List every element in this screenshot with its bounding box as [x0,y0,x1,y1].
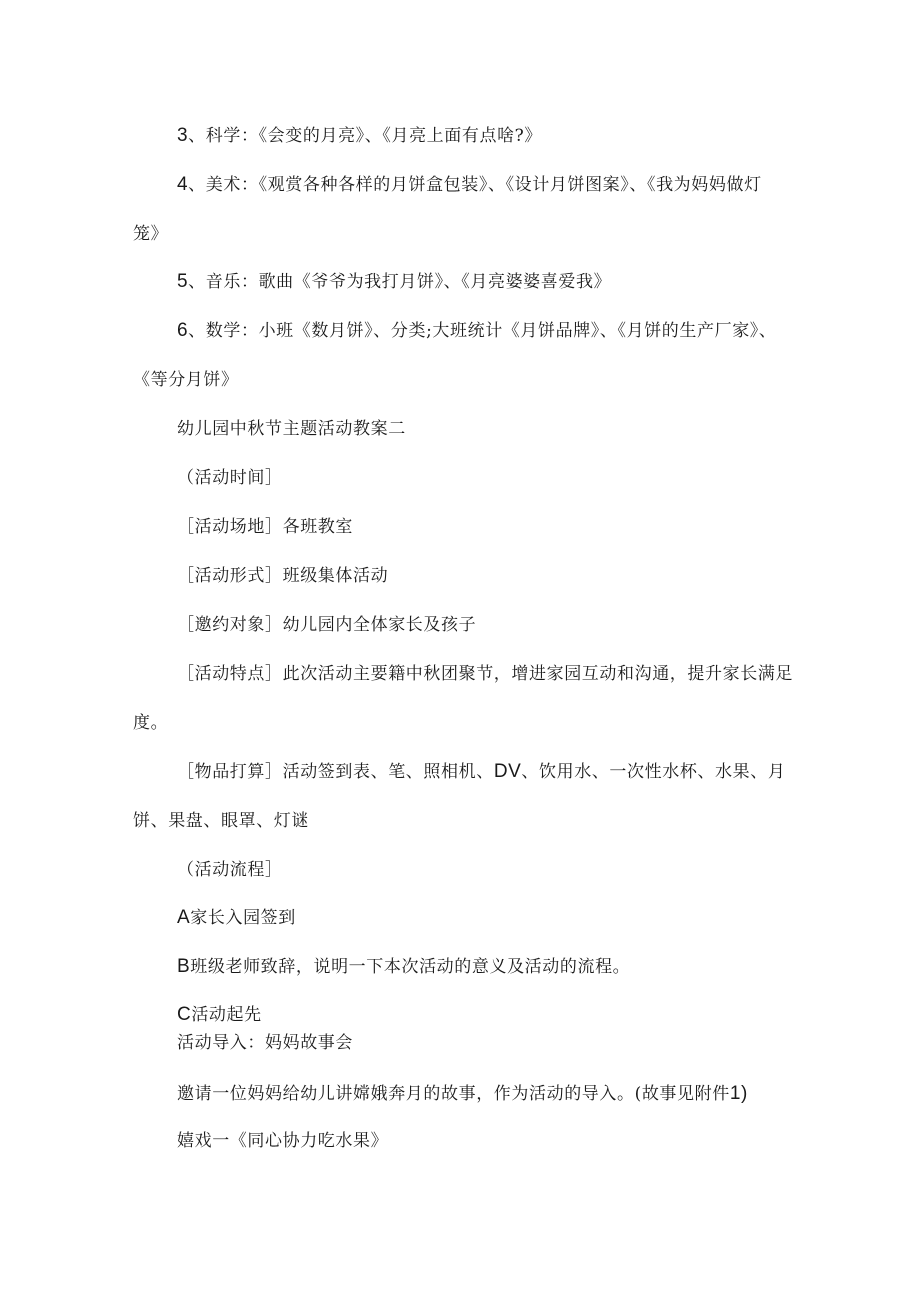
line-text: ［物品打算］活动签到表、笔、照相机、 [177,762,494,782]
line-text: 幼儿园中秋节主题活动教案二 [177,419,406,439]
line-text: 、音乐：歌曲《爷爷为我打月饼》、《月亮婆婆喜爱我》 [188,272,612,292]
flow-step-b [177,956,630,978]
line-text: 笼》 [133,224,169,244]
materials [177,761,785,783]
activity-features-cont [133,712,168,734]
text-line-4-cont [133,223,168,245]
text-line-4 [177,174,762,196]
line-text: 班级老师致辞，说明一下本次活动的意义及活动的流程。 [190,957,631,977]
line-text: 家长入园签到 [190,908,296,928]
step-letter: C [177,1004,192,1025]
text-line-5 [177,271,611,293]
item-number: 3 [177,125,189,146]
item-number: 4 [177,174,189,195]
text-line-3 [177,125,542,147]
line-text: 度。 [133,713,169,733]
materials-cont [133,810,309,832]
line-text-tail: 、饮用水、一次性水杯、水果、月 [521,762,786,782]
dv-text: DV [493,761,522,782]
item-number: 6 [177,320,189,341]
line-text: 邀请一位妈妈给幼儿讲嫦娥奔月的故事，作为活动的导入。(故事见附件 [177,1084,730,1104]
activity-form [177,565,388,587]
line-text: ［活动形式］班级集体活动 [177,566,389,586]
flow-step-a [177,907,296,929]
line-text: （活动时间］ [177,468,283,488]
text-line-6-cont [133,369,239,391]
line-text: 、科学：《会变的月亮》、《月亮上面有点啥?》 [188,126,542,146]
text-line-6 [177,320,777,342]
line-text: 活动起先 [191,1005,262,1025]
step-letter: A [177,907,191,928]
activity-flow [177,859,283,881]
game-one [177,1130,388,1152]
line-text: 、美术：《观赏各种各样的月饼盒包装》、《设计月饼图案》、《我为妈妈做灯 [188,175,762,195]
step-letter: B [177,956,191,977]
line-text: 饼、果盘、眼罩、灯谜 [133,811,309,831]
story-invite [177,1083,748,1105]
line-text: ［活动场地］各班教室 [177,517,353,537]
line-text: 嬉戏一《同心协力吃水果》 [177,1131,389,1151]
line-text: 、数学：小班《数月饼》、分类;大班统计《月饼品牌》、《月饼的生产厂家》、 [188,321,777,341]
flow-step-c [177,1004,262,1026]
item-number: 5 [177,271,189,292]
attachment-number: 1) [729,1083,748,1104]
line-text: 《等分月饼》 [133,370,239,390]
line-text: ［活动特点］此次活动主要籍中秋团聚节，增进家园互动和沟通，提升家长满足 [177,664,793,684]
section-title [177,418,406,440]
line-text: ［邀约对象］幼儿园内全体家长及孩子 [177,615,477,635]
line-text: （活动流程］ [177,860,283,880]
activity-venue [177,516,353,538]
activity-intro [177,1032,353,1054]
invited-target [177,614,476,636]
line-text: 活动导入：妈妈故事会 [177,1033,353,1053]
activity-time [177,467,283,489]
activity-features [177,663,793,685]
